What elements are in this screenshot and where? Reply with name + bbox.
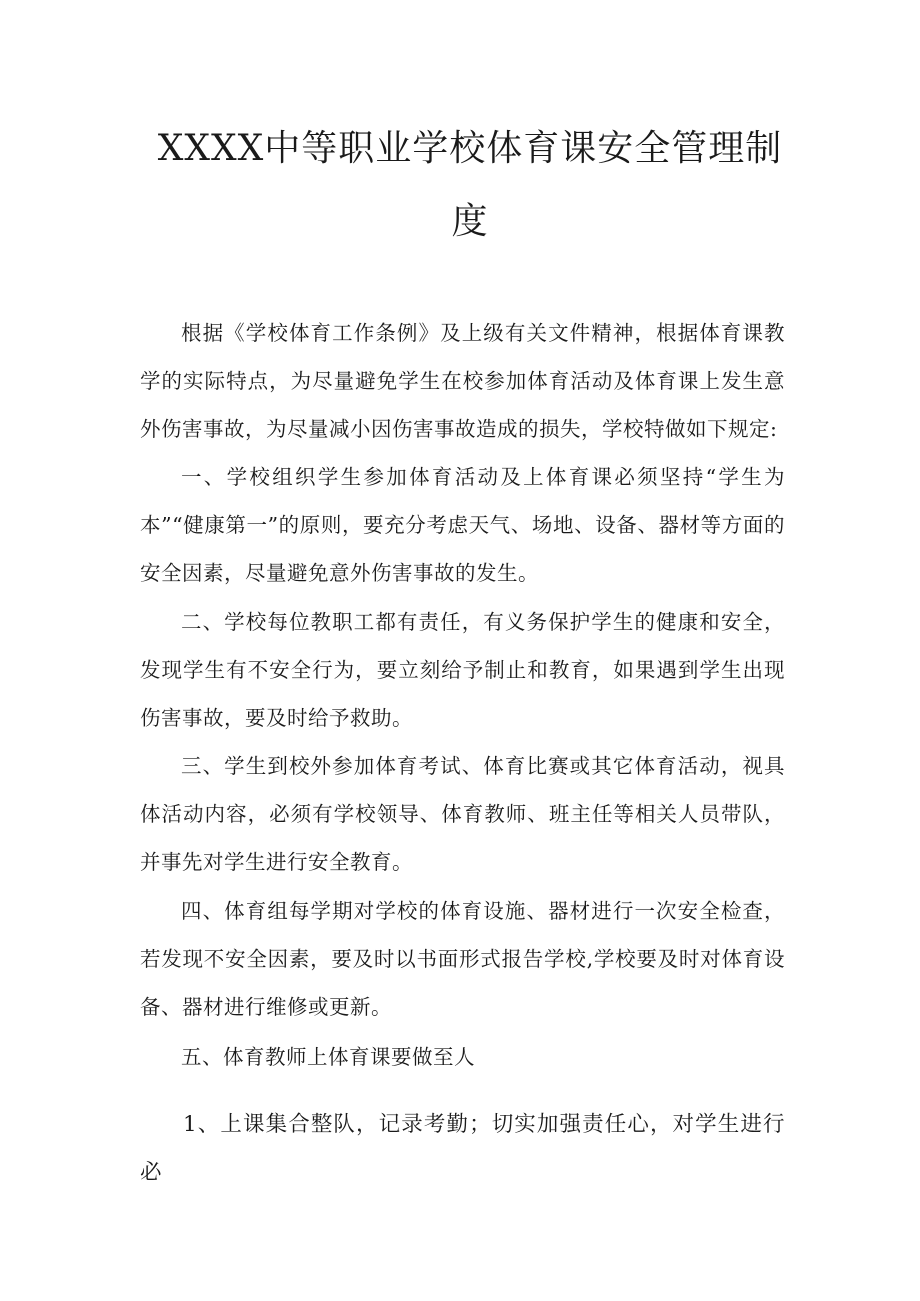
paragraph-rule-1: 一、学校组织学生参加体育活动及上体育课必须坚持“学生为本”“健康第一”的原则，要充分考虑天气、场地、设备、器材等方面的安全因素，尽量避免意外伤害事故的发生。 [140,465,785,585]
paragraph-rule-2: 二、学校每位教职工都有责任，有义务保护学生的健康和安全，发现学生有不安全行为，要立刻给予制止和教育，如果遇到学生出现伤害事故，要及时给予救助。 [140,610,785,730]
paragraph-rule-5-item-1: 1、上课集合整队，记录考勤；切实加强责任心，对学生进行必 [140,1112,785,1185]
paragraph-rule-4: 四、体育组每学期对学校的体育设施、器材进行一次安全检查，若发现不安全因素，要及时以书面形式报告学校,学校要及时对体育设备、器材进行维修或更新。 [140,899,785,1019]
document-title-line-2: 度 [451,201,489,242]
paragraph-rule-5: 五、体育教师上体育课要做至人 [181,1045,475,1069]
paragraph-intro: 根据《学校体育工作条例》及上级有关文件精神，根据体育课教学的实际特点，为尽量避免学生在校参加体育活动及体育课上发生意外伤害事故，为尽量减小因伤害事故造成的损失，学校特做如下规定: [140,321,785,441]
paragraph-rule-3: 三、学生到校外参加体育考试、体育比赛或其它体育活动，视具体活动内容，必须有学校领导、体育教师、班主任等相关人员带队，并事先对学生进行安全教育。 [140,754,785,874]
document-title-line-1: XXXX中等职业学校体育课安全管理制 [157,128,783,169]
